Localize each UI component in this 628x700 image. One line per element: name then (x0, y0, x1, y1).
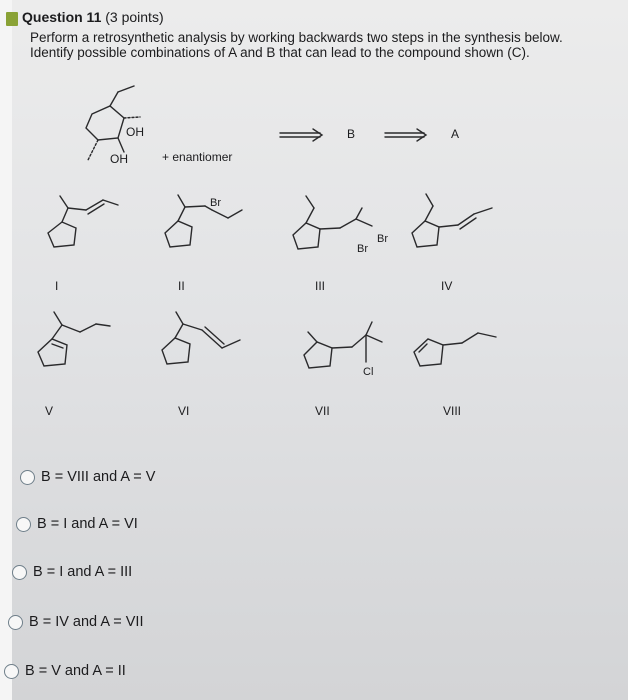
answer-option-2[interactable] (16, 516, 138, 532)
label-a: A (451, 127, 460, 141)
structure-iv (412, 194, 492, 247)
numeral-ii: II (178, 279, 185, 293)
retro-arrow-1 (280, 129, 322, 141)
structure-vi (162, 312, 240, 364)
answer-option-4[interactable] (8, 614, 143, 630)
answer-option-label: B = VIII and A = V (41, 469, 156, 485)
ii-br-label: Br (210, 197, 221, 209)
numeral-iii: III (315, 279, 326, 293)
numeral-v: V (45, 404, 54, 418)
numeral-vi: VI (178, 404, 190, 418)
answer-option-1[interactable] (20, 469, 155, 485)
structure-iii (293, 196, 372, 249)
target-oh-top: OH (126, 125, 144, 139)
answer-option-label: B = V and A = II (25, 663, 126, 679)
label-b: B (347, 127, 356, 141)
question-prompt: Perform a retrosynthetic analysis by working backwards two steps in the synthesis below. Identify possible combinations of A and B that can lead to the compound shown (C). (30, 30, 563, 60)
numeral-i: I (55, 279, 59, 293)
answer-option-3[interactable] (12, 564, 132, 580)
structure-ii (165, 195, 242, 247)
answer-option-5[interactable] (4, 663, 126, 679)
radio-button[interactable] (20, 470, 35, 485)
structure-vii (304, 322, 382, 368)
numeral-viii: VIII (443, 404, 462, 418)
iii-br-label-2: Br (377, 233, 388, 245)
target-compound-diol (86, 86, 140, 160)
radio-button[interactable] (8, 615, 23, 630)
structure-i (48, 196, 118, 247)
vii-cl-label: Cl (363, 366, 374, 378)
radio-button[interactable] (4, 664, 19, 679)
question-points: (3 points) (105, 9, 164, 25)
retro-arrow-2 (385, 129, 426, 141)
structure-v (38, 312, 110, 366)
answer-option-label: B = I and A = III (33, 564, 133, 580)
question-number: Question 11 (22, 9, 102, 25)
radio-button[interactable] (12, 565, 27, 580)
numeral-vii: VII (315, 404, 330, 418)
numeral-iv: IV (441, 279, 453, 293)
radio-button[interactable] (16, 517, 31, 532)
iii-br-label-1: Br (357, 243, 368, 255)
structure-viii (414, 333, 496, 366)
answer-option-label: B = I and A = VI (37, 516, 138, 532)
enantiomer-label: + enantiomer (162, 150, 233, 164)
target-oh-bottom: OH (110, 152, 128, 166)
answer-option-label: B = IV and A = VII (29, 614, 144, 630)
